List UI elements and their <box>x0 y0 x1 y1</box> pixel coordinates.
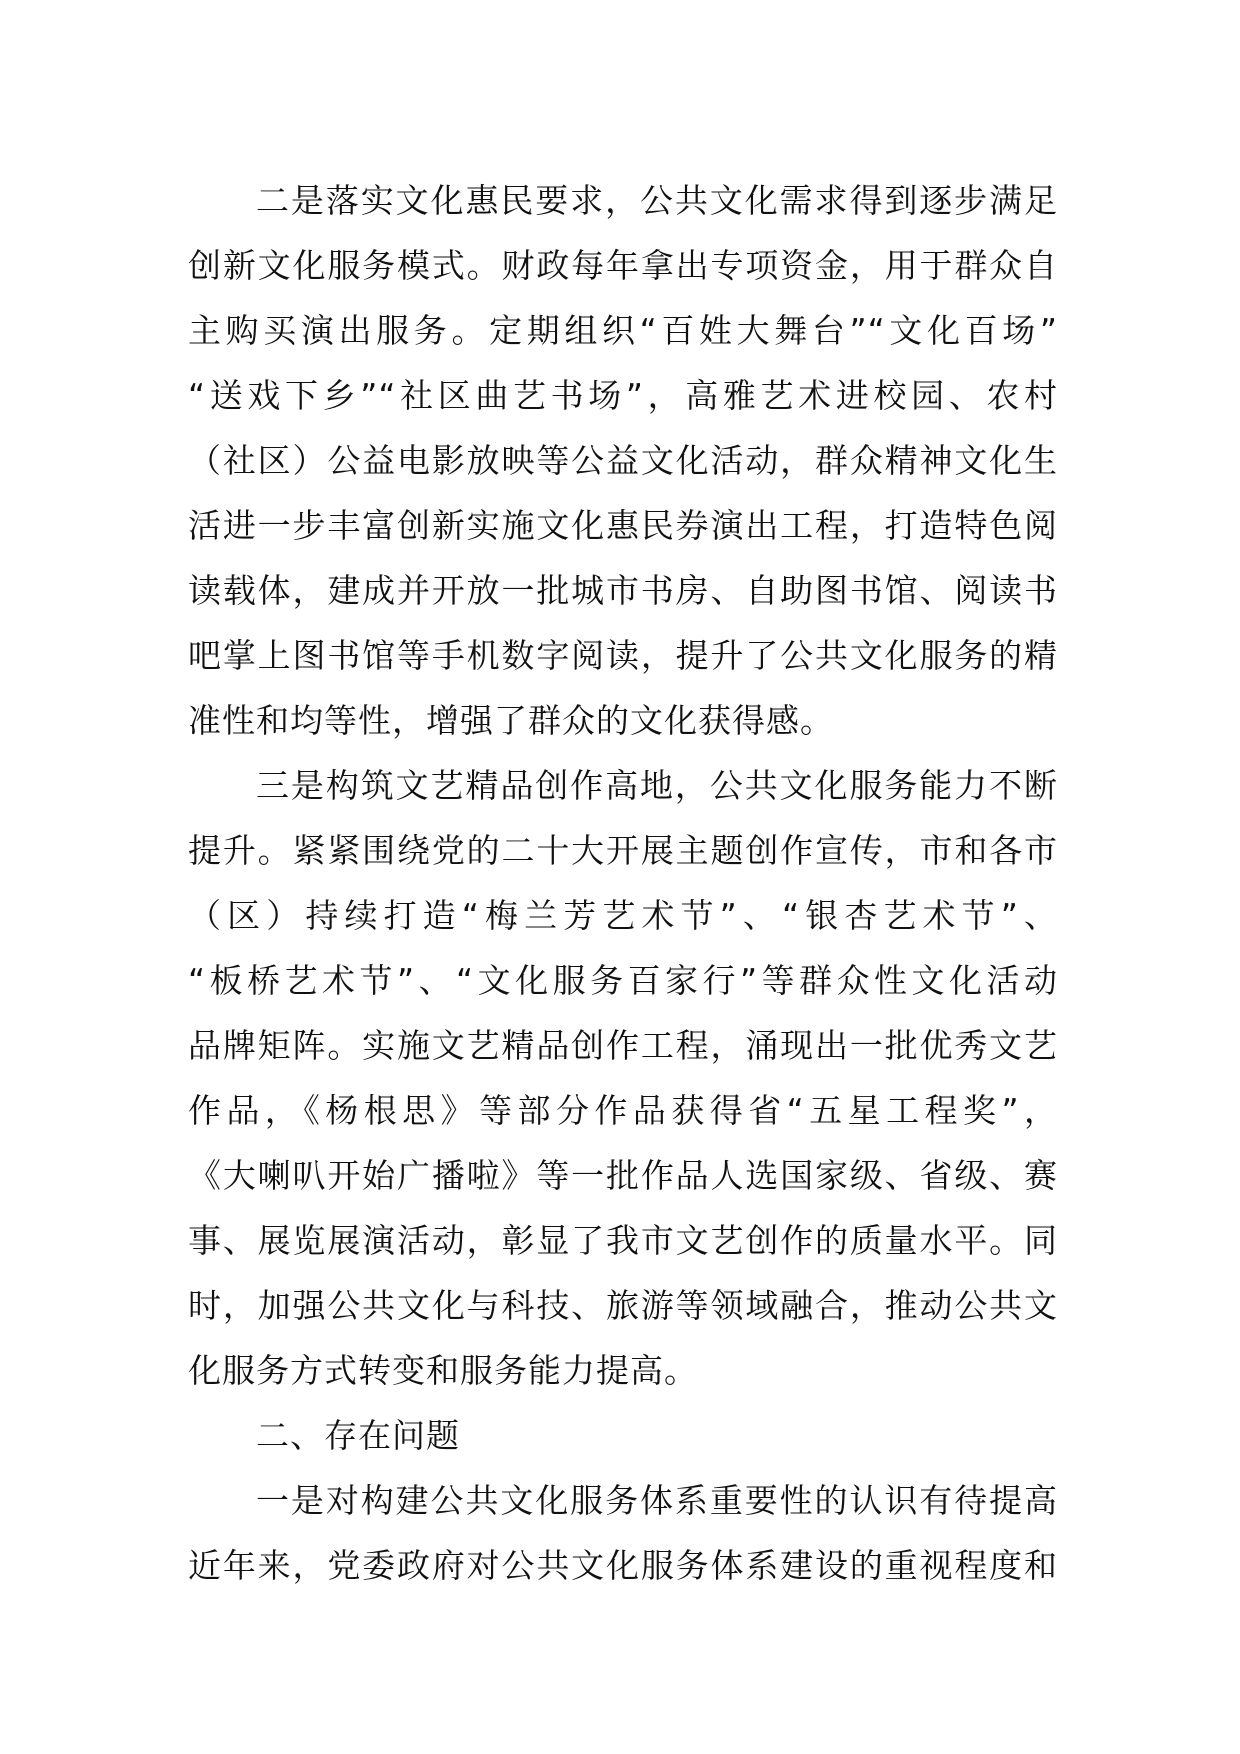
text-line: 二是落实文化惠民要求，公共文化需求得到逐步满足 <box>256 181 1058 220</box>
text-line: 事、展览展演活动，彰显了我市文艺创作的质量水平。同 <box>188 1221 1058 1260</box>
text-line: 提升。紧紧围绕党的二十大开展主题创作宣传，市和各市 <box>188 831 1058 870</box>
text-line: 准性和均等性，增强了群众的文化获得感。 <box>188 701 834 740</box>
text-line: 主购买演出服务。定期组织“百姓大舞台”“文化百场” <box>188 311 1058 350</box>
text-line: 读载体，建成并开放一批城市书房、自助图书馆、阅读书 <box>188 571 1058 610</box>
text-line: （社区）公益电影放映等公益文化活动，群众精神文化生 <box>188 441 1058 480</box>
text-line: 一是对构建公共文化服务体系重要性的认识有待提高 <box>256 1481 1058 1520</box>
text-line: 化服务方式转变和服务能力提高。 <box>188 1351 698 1390</box>
text-line: 时，加强公共文化与科技、旅游等领域融合，推动公共文 <box>188 1286 1058 1325</box>
text-line: 创新文化服务模式。财政每年拿出专项资金，用于群众自 <box>188 246 1058 285</box>
text-line: 吧掌上图书馆等手机数字阅读，提升了公共文化服务的精 <box>188 636 1058 675</box>
document-body <box>188 168 1058 1598</box>
text-line: “板桥艺术节”、“文化服务百家行”等群众性文化活动 <box>188 961 1058 1000</box>
text-line: 近年来，党委政府对公共文化服务体系建设的重视程度和 <box>188 1546 1058 1585</box>
text-line: 作品，《杨根思》等部分作品获得省“五星工程奖”， <box>188 1091 1058 1130</box>
text-line: 活进一步丰富创新实施文化惠民券演出工程，打造特色阅 <box>188 506 1058 545</box>
section-heading: 二、存在问题 <box>256 1416 460 1455</box>
text-line: 三是构筑文艺精品创作高地，公共文化服务能力不断 <box>256 766 1058 805</box>
text-line: 《大喇叭开始广播啦》等一批作品人选国家级、省级、赛 <box>188 1156 1058 1195</box>
text-line: （区）持续打造“梅兰芳艺术节”、“银杏艺术节”、 <box>188 896 1058 935</box>
text-line: 品牌矩阵。实施文艺精品创作工程，涌现出一批优秀文艺 <box>188 1026 1058 1065</box>
text-line: “送戏下乡”“社区曲艺书场”，高雅艺术进校园、农村 <box>188 376 1058 415</box>
